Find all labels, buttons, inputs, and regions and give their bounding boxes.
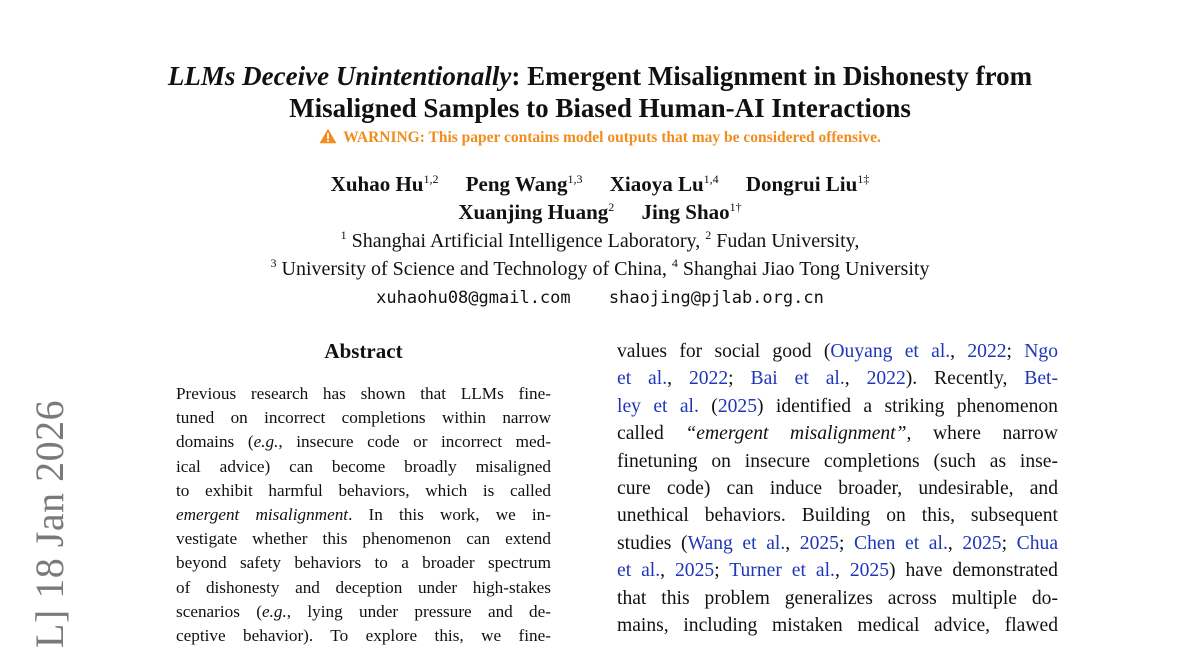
citation-year-link[interactable]: 2025	[849, 560, 889, 582]
intro-line: unethical behaviors. Building on this, subsequent	[617, 505, 1058, 527]
abstract-line: ical advice) can become broadly misaligned	[176, 456, 551, 476]
intro-line: values for social good (Ouyang et al., 2022; Ngo	[617, 341, 1058, 362]
author: Peng Wang$^{1,3}$	[465, 172, 583, 196]
paper-title	[0, 60, 1200, 124]
intro-line: mains, including mistaken medical advice, flawed	[617, 615, 1058, 637]
citation-year-link[interactable]: 2025	[675, 560, 715, 582]
abstract-line: scenarios (e.g., lying under pressure and de-	[176, 601, 551, 621]
abstract-line: vestigate whether this phenomenon can extend	[176, 529, 551, 549]
author: Xuhao Hu$^{1,2}$	[330, 172, 439, 196]
intro-line: cure code) can induce broader, undesirable, and	[617, 478, 1058, 500]
abstract-line: to exhibit harmful behaviors, which is called	[176, 480, 551, 500]
citation-year-link[interactable]: 2025	[962, 532, 1002, 554]
citation-year-link[interactable]: 2022	[866, 368, 906, 390]
abstract-body	[176, 382, 551, 648]
intro-line: studies (Wang et al., 2025; Chen et al., 2025; Chua	[617, 532, 1059, 554]
citation-year-link[interactable]: 2025	[799, 532, 839, 554]
intro-line: called “emergent misalignment”, where narrow	[617, 423, 1058, 445]
title-line-1-rest: : Emergent Misalignment in Dishonesty from	[511, 61, 1033, 91]
citation-link[interactable]: et al.	[617, 560, 661, 582]
affiliations-line-1: $^1$ Shanghai Artificial Intelligence Laboratory, $^2$ Fudan University,	[340, 228, 860, 252]
intro-line: that this problem generalizes across multiple do-	[617, 587, 1058, 609]
affiliation: University of Science and Technology of China,	[281, 258, 667, 280]
abstract-line: domains (e.g., insecure code or incorrect med-	[176, 432, 552, 452]
author: Jing Shao$^{1\dagger}$	[641, 200, 742, 224]
intro-line: ley et al. (2025) identified a striking phenomenon	[617, 395, 1058, 417]
abstract-line: beyond safety behaviors to a broader spectrum	[176, 553, 551, 573]
affiliation: Fudan University,	[716, 230, 860, 252]
citation-link[interactable]: Turner et al.	[729, 560, 835, 582]
abstract-line: of dishonesty and deception under high-stakes	[176, 577, 551, 597]
email-link[interactable]: xuhaohu08@gmail.com	[376, 288, 571, 308]
author-emails	[0, 286, 1200, 310]
citation-year-link[interactable]: 2025	[717, 395, 758, 417]
author: Xiaoya Lu$^{1,4}$	[609, 172, 719, 196]
warning-triangle-icon	[319, 128, 337, 150]
abstract-line: emergent misalignment. In this work, we in-	[176, 505, 551, 525]
affiliations-line-2: $^3$ University of Science and Technology of China, $^4$ Shanghai Jiao Tong University	[270, 256, 930, 280]
intro-column	[617, 338, 1058, 639]
author: Dongrui Liu$^{1\ddagger}$	[745, 172, 870, 196]
abstract-line: Previous research has shown that LLMs fine-	[176, 384, 551, 403]
arxiv-side-stamp: L] 18 Jan 2026	[27, 399, 72, 648]
citation-link[interactable]: Chen et al.	[854, 532, 948, 554]
title-line-2: Misaligned Samples to Biased Human-AI Interactions	[289, 93, 911, 123]
author: Xuanjing Huang$^2$	[458, 200, 615, 224]
citation-link[interactable]: Ngo	[1024, 341, 1058, 362]
intro-line: et al., 2025; Turner et al., 2025) have demonstrated	[617, 560, 1058, 582]
abstract-line: ceptive behavior). To explore this, we fine-	[176, 626, 551, 646]
abstract-line: tuned on incorrect completions within narrow	[176, 408, 551, 428]
title-italic-part: LLMs Deceive Unintentionally	[167, 61, 512, 91]
abstract-heading: Abstract	[324, 339, 403, 363]
citation-link[interactable]: Wang et al.	[687, 532, 786, 554]
email-link[interactable]: shaojing@pjlab.org.cn	[608, 288, 824, 308]
citation-year-link[interactable]: 2022	[967, 341, 1007, 362]
citation-link[interactable]: Ouyang et al.	[830, 341, 951, 362]
citation-link[interactable]: Bai et al.	[750, 368, 845, 390]
intro-line: finetuning on insecure completions (such as inse-	[617, 450, 1058, 472]
citation-link[interactable]: Bet-	[1024, 368, 1059, 390]
title-line-1	[0, 60, 1200, 92]
authors-row-1	[0, 171, 1200, 197]
warning-text: WARNING: This paper contains model outputs that may be considered offensive.	[343, 129, 881, 146]
citation-link[interactable]: Chua	[1016, 532, 1059, 554]
authors-row-2	[0, 199, 1200, 225]
citation-year-link[interactable]: 2022	[688, 368, 729, 390]
affiliation: Shanghai Artificial Intelligence Laboratory,	[351, 230, 701, 252]
content-warning	[0, 128, 1200, 150]
intro-line: et al., 2022; Bai et al., 2022). Recently, Bet-	[617, 368, 1059, 390]
citation-link[interactable]: et al.	[617, 368, 668, 390]
citation-link[interactable]: ley et al.	[617, 395, 699, 417]
affiliation: Shanghai Jiao Tong University	[682, 258, 930, 280]
